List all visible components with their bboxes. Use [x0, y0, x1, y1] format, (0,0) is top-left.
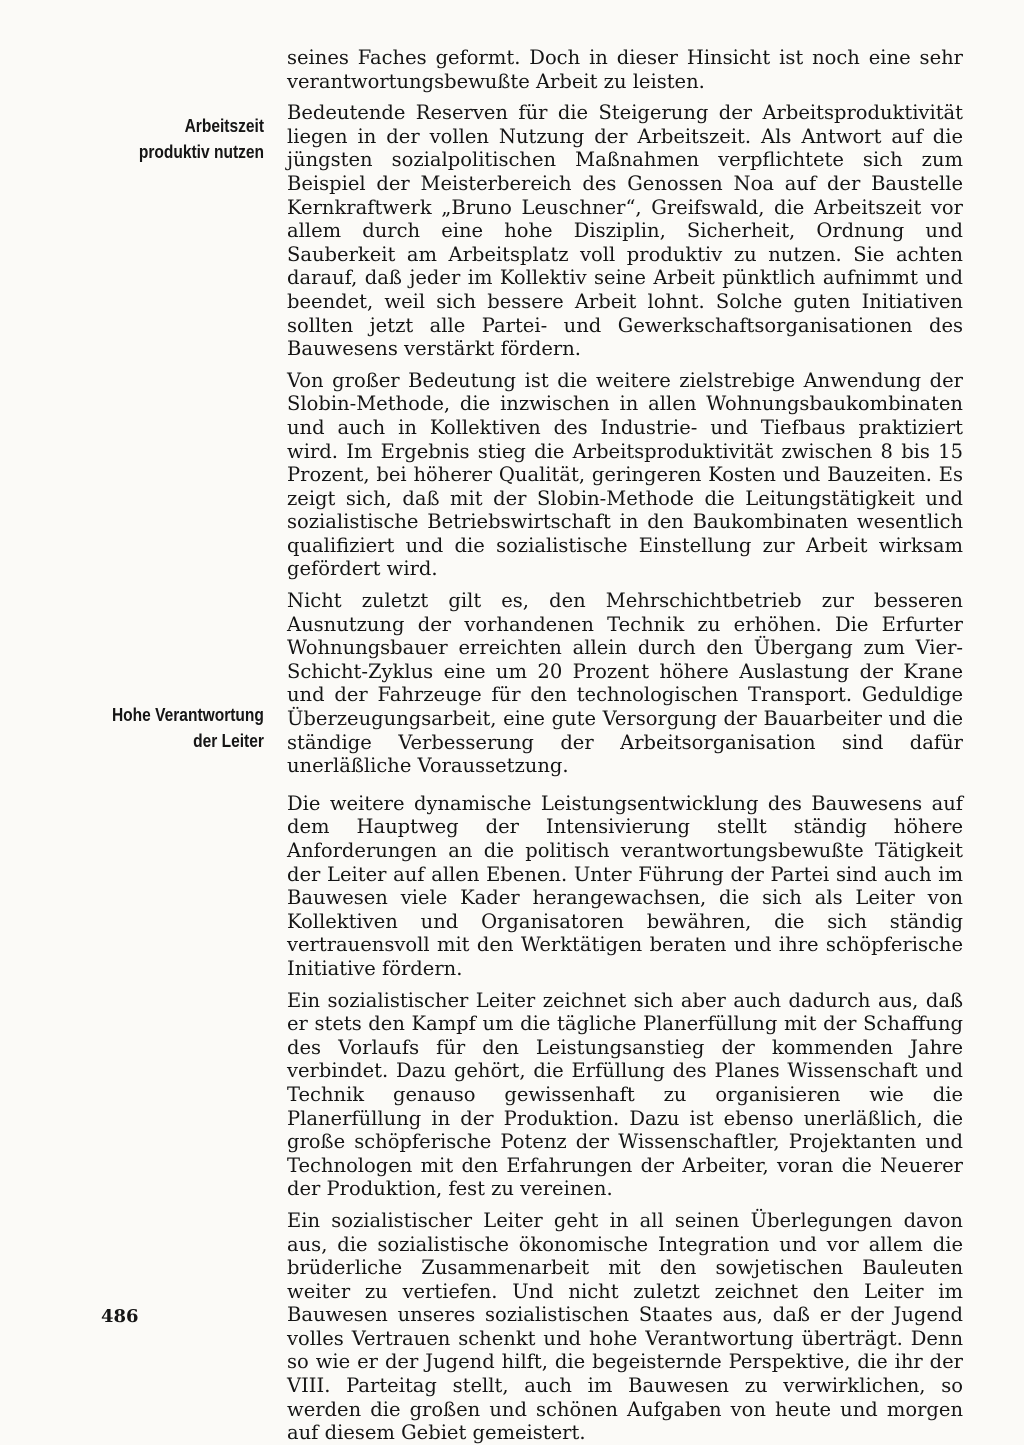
margin-heading-line: Arbeitszeit: [184, 115, 264, 136]
margin-heading-verantwortung: [112, 702, 264, 754]
page-number: 486: [101, 1306, 139, 1327]
paragraph: Die weitere dynamische Leistungsentwicklung des Bauwesens auf dem Hauptweg der Intensivierung stellt ständig höhere Anforderungen an die politisch verantwortungsbewußte Tätigkeit der Leiter auf allen Ebenen. Unter Führung der Partei sind auch im Bauwesen viele Kader herangewachsen, die sich als Leiter von Kollektiven und Organisatoren bewähren, die sich ständig vertrauensvoll mit den Werktätigen beraten und ihre schöpferische Initiative fördern.: [287, 791, 963, 980]
paragraph: Ein sozialistischer Leiter geht in all seinen Überlegungen davon aus, die sozialistische ökonomische Integration und vor allem die brüderliche Zusammenarbeit mit den sowjetischen Bauleuten weiter zu vertiefen. Und nicht zuletzt zeichnet den Leiter im Bauwesen unseres sozialistischen Staates aus, daß er der Jugend volles Vertrauen schenkt und hohe Verantwortung überträgt. Denn so wie er der Jugend hilft, die begeisternde Perspektive, die ihr der VIII. Parteitag stellt, auch im Bauwesen zu verwirklichen, so werden die großen und schönen Aufgaben von heute und morgen auf diesem Gebiet gemeistert.: [287, 1208, 963, 1445]
paragraph: seines Faches geformt. Doch in dieser Hinsicht ist noch eine sehr verantwortungsbewußte Arbeit zu leisten.: [287, 46, 963, 93]
margin-heading-line: der Leiter: [193, 730, 264, 751]
margin-heading-line: produktiv nutzen: [138, 141, 264, 162]
paragraph: Nicht zuletzt gilt es, den Mehrschichtbetrieb zur besseren Ausnutzung der vorhandenen Technik zu erhöhen. Die Erfurter Wohnungsbauer erreichten allein durch den Übergang zum Vier-Schicht-Zyklus eine um 20 Prozent höhere Auslastung der Krane und der Fahrzeuge für den technologischen Transport. Geduldige Überzeugungsarbeit, eine gute Versorgung der Bauarbeiter und die ständige Verbesserung der Arbeitsorganisation sind dafür unerläßliche Voraussetzung.: [287, 589, 963, 778]
margin-heading-arbeitszeit: [139, 113, 264, 165]
paragraph: Ein sozialistischer Leiter zeichnet sich aber auch dadurch aus, daß er stets den Kampf um die tägliche Planerfüllung mit der Schaffung des Vorlaufs für den Leistungsanstieg der kommenden Jahre verbindet. Dazu gehört, die Erfüllung des Planes Wissenschaft und Technik genauso gewissenhaft zu organisieren wie die Planerfüllung in der Produktion. Dazu ist ebenso unerläßlich, die große schöpferische Potenz der Wissenschaftler, Projektanten und Technologen mit den Erfahrungen der Arbeiter, voran die Neuerer der Produktion, fest zu vereinen.: [287, 988, 963, 1201]
body-text-column: [287, 46, 963, 1445]
margin-heading-line: Hohe Verantwortung: [112, 704, 264, 725]
paragraph: Von großer Bedeutung ist die weitere zielstrebige Anwendung der Slobin-Methode, die inzwischen in allen Wohnungsbaukombinaten und auch in Kollektiven des Industrie- und Tiefbaus praktiziert wird. Im Ergebnis stieg die Arbeitsproduktivität zwischen 8 bis 15 Prozent, bei höherer Qualität, geringeren Kosten und Bauzeiten. Es zeigt sich, daß mit der Slobin-Methode die Leitungstätigkeit und sozialistische Betriebswirtschaft in den Baukombinaten wesentlich qualifiziert und die sozialistische Einstellung zur Arbeit wirksam gefördert wird.: [287, 368, 963, 581]
paragraph: Bedeutende Reserven für die Steigerung der Arbeitsproduktivität liegen in der vollen Nutzung der Arbeitszeit. Als Antwort auf die jüngsten sozialpolitischen Maßnahmen verpflichtete sich zum Beispiel der Meisterbereich des Genossen Noa auf der Baustelle Kernkraftwerk „Bruno Leuschner“, Greifswald, die Arbeitszeit vor allem durch eine hohe Disziplin, Sicherheit, Ordnung und Sauberkeit am Arbeitsplatz voll produktiv zu nutzen. Sie achten darauf, daß jeder im Kollektiv seine Arbeit pünktlich aufnimmt und beendet, weil sich bessere Arbeit lohnt. Solche guten Initiativen sollten jetzt alle Partei- und Gewerkschaftsorganisationen des Bauwesens verstärkt fördern.: [287, 101, 963, 361]
